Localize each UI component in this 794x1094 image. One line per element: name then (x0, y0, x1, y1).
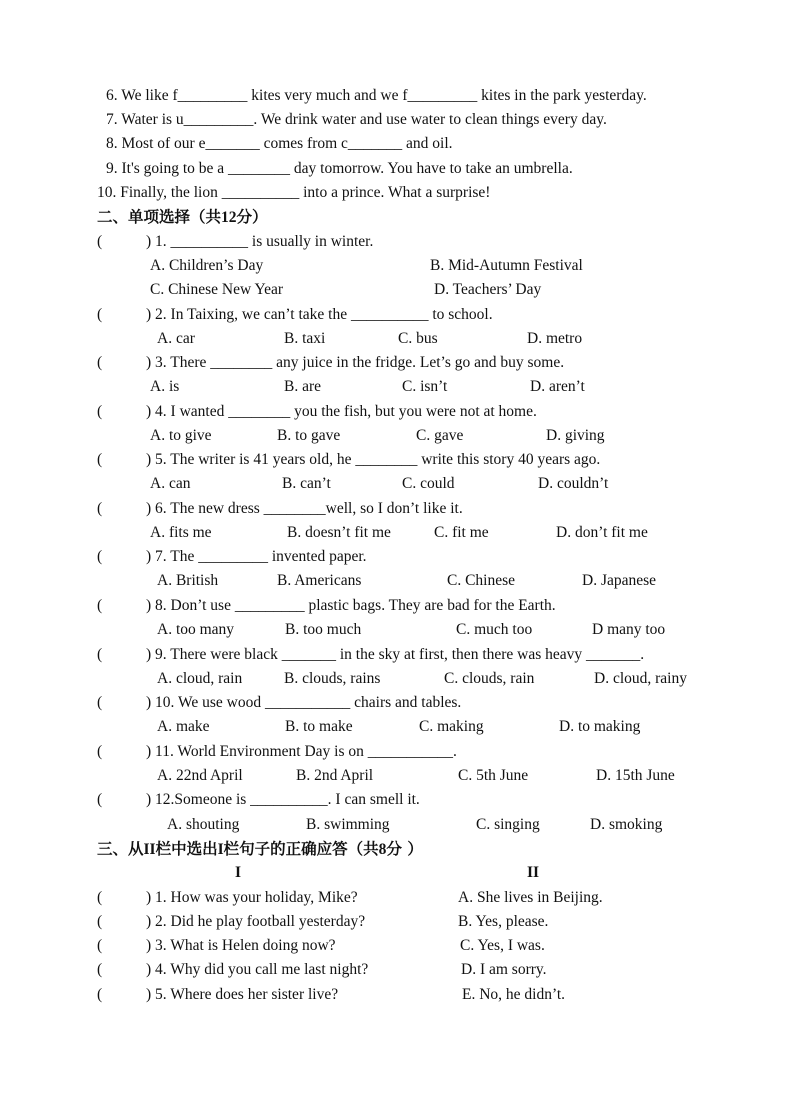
q10-option-d: D. to making (559, 718, 641, 735)
section-3-title-part: 分 ） (386, 840, 423, 858)
q2-option-b: B. taxi (284, 330, 326, 347)
q1-option-a: A. Children’s Day (150, 257, 264, 274)
q6-option-c: C. fit me (434, 524, 489, 541)
question-5: ) 5. The writer is 41 years old, he ________ write this story 40 years ago. (146, 451, 601, 468)
section-3-col-i-mark: I (217, 841, 224, 858)
section-2-heading (97, 207, 268, 228)
answer-paren: ( (97, 646, 103, 663)
q9-option-c: C. clouds, rain (444, 670, 535, 687)
answer-paren: ( (97, 961, 103, 978)
section-3-points: 8 (378, 841, 387, 858)
question-3: ) 3. There ________ any juice in the fridge. Let’s go and buy some. (146, 354, 565, 371)
q7-option-d: D. Japanese (582, 572, 657, 589)
answer-paren: ( (97, 500, 103, 517)
section-3-title-part: 栏句子的正确应答（共 (223, 840, 379, 858)
fill-in-item-8: 8. Most of our e_______ comes from c_______ and oil. (106, 135, 453, 152)
answer-paren: ( (97, 743, 103, 760)
match-answer-c: C. Yes, I was. (460, 937, 545, 954)
q8-option-b: B. too much (285, 621, 362, 638)
section-2-points: 12 (221, 209, 237, 226)
fill-in-item-10: 10. Finally, the lion __________ into a prince. What a surprise! (97, 184, 491, 201)
q1-option-b: B. Mid-Autumn Festival (430, 257, 583, 274)
question-8: ) 8. Don’t use _________ plastic bags. They are bad for the Earth. (146, 597, 556, 614)
column-ii-header: II (527, 864, 540, 881)
q1-option-c: C. Chinese New Year (150, 281, 284, 298)
q12-option-d: D. smoking (590, 816, 663, 833)
answer-paren: ( (97, 354, 103, 371)
q6-option-a: A. fits me (150, 524, 212, 541)
question-2: ) 2. In Taixing, we can’t take the __________ to school. (146, 306, 493, 323)
match-answer-d: D. I am sorry. (461, 961, 547, 978)
match-question-4: ) 4. Why did you call me last night? (146, 961, 369, 978)
section-2-title: 二、单项选择（共 (97, 208, 222, 226)
match-question-3: ) 3. What is Helen doing now? (146, 937, 336, 954)
question-12: ) 12.Someone is __________. I can smell it. (146, 791, 420, 808)
fill-in-item-7: 7. Water is u_________. We drink water and use water to clean things every day. (106, 111, 607, 128)
q6-option-b: B. doesn’t fit me (287, 524, 391, 541)
q8-option-c: C. much too (456, 621, 533, 638)
q3-option-a: A. is (150, 378, 180, 395)
q9-option-a: A. cloud, rain (157, 670, 243, 687)
answer-paren: ( (97, 986, 103, 1003)
q9-option-d: D. cloud, rainy (594, 670, 687, 687)
answer-paren: ( (97, 913, 103, 930)
q10-option-b: B. to make (285, 718, 353, 735)
answer-paren: ( (97, 233, 103, 250)
fill-in-item-9: 9. It's going to be a ________ day tomorrow. You have to take an umbrella. (106, 160, 573, 177)
match-answer-a: A. She lives in Beijing. (458, 889, 603, 906)
answer-paren: ( (97, 694, 103, 711)
q5-option-c: C. could (402, 475, 455, 492)
q6-option-d: D. don’t fit me (556, 524, 648, 541)
answer-paren: ( (97, 597, 103, 614)
q1-option-d: D. Teachers’ Day (434, 281, 542, 298)
q3-option-b: B. are (284, 378, 322, 395)
q11-option-c: C. 5th June (458, 767, 529, 784)
match-question-1: ) 1. How was your holiday, Mike? (146, 889, 358, 906)
q8-option-a: A. too many (157, 621, 235, 638)
match-answer-b: B. Yes, please. (458, 913, 549, 930)
q7-option-c: C. Chinese (447, 572, 516, 589)
section-3-col-ii-mark: II (143, 841, 156, 858)
fill-in-item-6: 6. We like f_________ kites very much and we f_________ kites in the park yesterday. (106, 87, 647, 104)
question-11: ) 11. World Environment Day is on ___________. (146, 743, 457, 760)
q2-option-d: D. metro (527, 330, 583, 347)
q12-option-b: B. swimming (306, 816, 390, 833)
match-answer-e: E. No, he didn’t. (462, 986, 566, 1003)
q12-option-a: A. shouting (167, 816, 240, 833)
q2-option-a: A. car (157, 330, 195, 347)
q12-option-c: C. singing (476, 816, 540, 833)
question-4: ) 4. I wanted ________ you the fish, but you were not at home. (146, 403, 537, 420)
section-3-title-part: 栏中选出 (155, 840, 218, 858)
question-10: ) 10. We use wood ___________ chairs and tables. (146, 694, 462, 711)
section-3-heading (97, 839, 423, 860)
answer-paren: ( (97, 548, 103, 565)
question-9: ) 9. There were black _______ in the sky at first, then there was heavy _______. (146, 646, 645, 663)
question-1: ) 1. __________ is usually in winter. (146, 233, 374, 250)
section-2-title-end: 分） (236, 208, 268, 226)
q5-option-b: B. can’t (282, 475, 331, 492)
q5-option-a: A. can (150, 475, 191, 492)
answer-paren: ( (97, 937, 103, 954)
q4-option-b: B. to gave (277, 427, 341, 444)
answer-paren: ( (97, 791, 103, 808)
question-6: ) 6. The new dress ________well, so I don’t like it. (146, 500, 463, 517)
q10-option-a: A. make (157, 718, 210, 735)
question-7: ) 7. The _________ invented paper. (146, 548, 367, 565)
q10-option-c: C. making (419, 718, 484, 735)
match-question-2: ) 2. Did he play football yesterday? (146, 913, 366, 930)
q11-option-b: B. 2nd April (296, 767, 374, 784)
answer-paren: ( (97, 451, 103, 468)
q4-option-a: A. to give (150, 427, 212, 444)
q7-option-b: B. Americans (277, 572, 362, 589)
column-i-header: I (235, 864, 242, 881)
answer-paren: ( (97, 403, 103, 420)
answer-paren: ( (97, 889, 103, 906)
match-question-5: ) 5. Where does her sister live? (146, 986, 339, 1003)
q9-option-b: B. clouds, rains (284, 670, 381, 687)
q4-option-c: C. gave (416, 427, 464, 444)
q5-option-d: D. couldn’t (538, 475, 609, 492)
q2-option-c: C. bus (398, 330, 438, 347)
q3-option-c: C. isn’t (402, 378, 448, 395)
q3-option-d: D. aren’t (530, 378, 585, 395)
answer-paren: ( (97, 306, 103, 323)
q8-option-d: D many too (592, 621, 666, 638)
q11-option-a: A. 22nd April (157, 767, 243, 784)
q7-option-a: A. British (157, 572, 219, 589)
section-3-title-part: 三、从 (97, 840, 144, 858)
q4-option-d: D. giving (546, 427, 605, 444)
q11-option-d: D. 15th June (596, 767, 675, 784)
